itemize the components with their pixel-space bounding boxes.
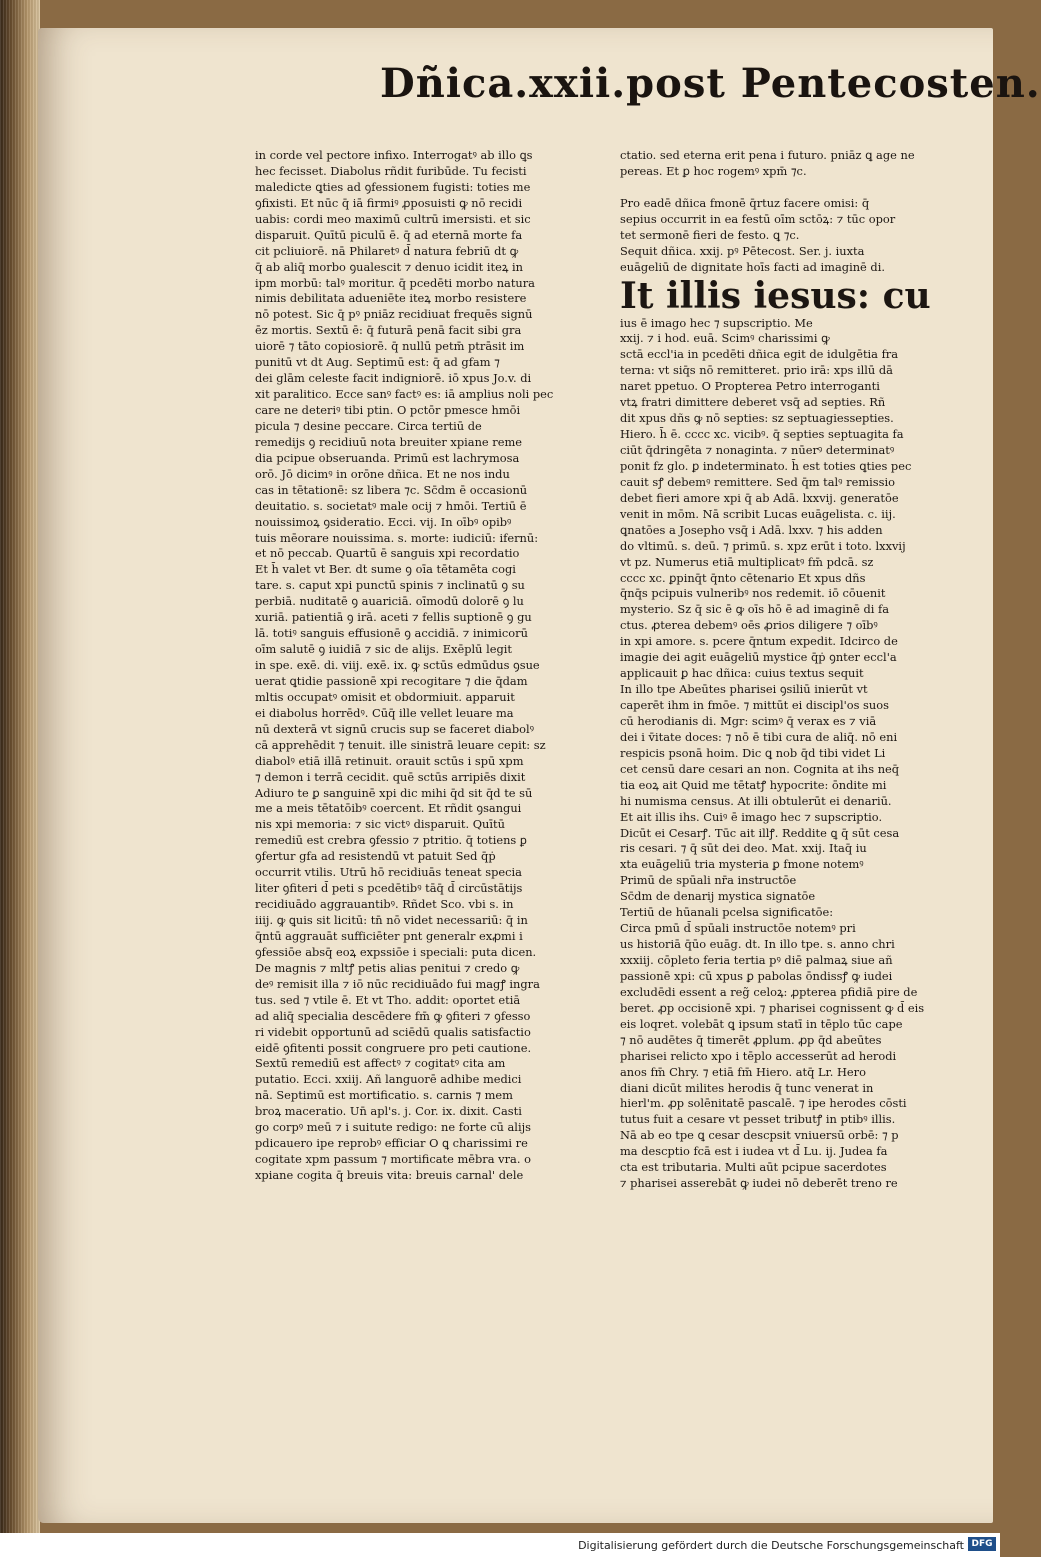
- text-line: ctus. ꝓterea debemꝰ oēs ꝓrios diligere ⁊ oībꝰ: [620, 618, 878, 633]
- text-line: q̄nq̄s pcipuis vulneribꝰ nos redemit. iō cōuenit: [620, 586, 886, 601]
- text-line: Tertiū de hūanali pcelsa significatōe:: [620, 905, 834, 920]
- text-line: dia pcipue obseruanda. Primū est lachrymosa: [255, 450, 520, 465]
- text-line: Sequit dñica. xxij. pꝰ Pētecost. Ser. j. iuxta: [620, 243, 865, 258]
- text-line: xta euāgeliū tria mysteria ꝑ fmone notemꝰ: [620, 857, 864, 872]
- text-line: q̄ntū aggrauāt sufficiēter pnt generalr exꝓmi i: [255, 928, 523, 943]
- text-line: De magnis ⁊ mltꝭ petis alias penitui ⁊ credo ꝙ: [255, 960, 520, 975]
- text-line: nū dexterā vt signū crucis sup se faceret diabolꝰ: [255, 721, 534, 736]
- text-line: me a meis tētatōibꝰ coercent. Et rñdit ꝯsangui: [255, 801, 522, 816]
- text-line: ꝯfessiōe absq̄ eoꝝ expssiōe i speciali: puta dicen.: [255, 944, 537, 959]
- text-line: in spe. exē. di. viij. exē. ix. ꝙ sctūs edmūdus ꝯsue: [255, 658, 540, 672]
- text-line: Sextū remediū est affectꝰ ⁊ cogitatꝰ cita am: [255, 1056, 506, 1071]
- text-line: tia eoꝝ ait Quid me tētatꝭ hypocrite: ōndite mi: [620, 777, 887, 792]
- text-line: tutus fuit a cesare vt pesset tributꝭ in ptibꝰ illis.: [620, 1112, 896, 1127]
- text-line: dei i v̄itate doces: ⁊ nō ē tibi cura de aliq̄. nō eni: [620, 729, 898, 744]
- text-line: imagie dei agit euāgeliū mystice q̄ṗ ꝯnter eccl'a: [620, 650, 897, 665]
- text-line: putatio. Ecci. xxiij. Añ languorē adhibe medici: [255, 1072, 522, 1087]
- text-line: punitū vt dt Aug. Septimū est: q̄ ad gfam ⁊: [255, 355, 500, 370]
- text-line: remediū est crebra ꝯfessio ⁊ ptritio. q̄ totiens ꝑ: [255, 833, 527, 848]
- text-line: hi numisma census. At illi obtulerūt ei denariū.: [620, 793, 892, 808]
- text-line: Et h̄ valet vt Ber. dt sume ꝯ oīa tētamēta cogi: [255, 562, 516, 577]
- dfg-logo: DFG: [968, 1537, 996, 1551]
- text-line: ad aliq̄ specialia descēdere fm̄ ꝙ ꝯfiteri ⁊ ꝯfesso: [255, 1008, 531, 1023]
- text-line: recidiuādo aggrauantibꝰ. Rñdet Sco. vbi s. in: [255, 897, 514, 912]
- text-line: ponit fz glo. ꝑ indeterminato. h̄ est toties ꝗties pec: [620, 458, 912, 473]
- text-line: us historiā q̄ūo euāg. dt. In illo tpe. s. anno chri: [620, 937, 895, 952]
- text-line: xpiane cogita q̄ breuis vita: breuis carnal' dele: [255, 1168, 524, 1182]
- text-line: deuitatio. s. societatꝰ male ocij ⁊ hmōi. Tertiū ē: [255, 498, 527, 513]
- page-header: Dñica.xxii.post Pentecosten.: [380, 60, 1041, 107]
- text-line: q̄ ab aliq̄ morbo ꝯualescit ⁊ denuo icidit iteꝝ in: [255, 259, 524, 274]
- text-line: anos fm̄ Chry. ⁊ etiā fm̄ Hiero. atq̄ Lr. Hero: [620, 1064, 866, 1079]
- text-line: ius ē imago hec ⁊ supscriptio. Me: [620, 315, 813, 330]
- text-line: ciūt q̄dringēta ⁊ nonaginta. ⁊ nūerꝰ determinatꝰ: [620, 443, 895, 457]
- text-line: broꝝ maceratio. Un̄ apl's. j. Cor. ix. dixit. Casti: [255, 1104, 522, 1119]
- text-line: maledicte ꝗties ad ꝯfessionem fugisti: toties me: [255, 179, 531, 194]
- text-line: picula ⁊ desine peccare. Circa tertiū de: [255, 418, 482, 433]
- text-line: [620, 180, 960, 196]
- text-line: ma descptio fcā est i iudea vt d̄ Lu. ij. Judea fa: [620, 1144, 888, 1159]
- text-line: Sc̄dm de denarij mystica signatōe: [620, 889, 816, 904]
- text-line: ꝯfertur gfa ad resistendū vt patuit Sed q̄ṗ: [255, 849, 496, 864]
- text-line: oīm salutē ꝯ iuidiā ⁊ sic de alijs. Exēplū legit: [255, 642, 512, 657]
- text-line: ris cesari. ⁊ q̄ sūt dei deo. Mat. xxij. Itaq̄ iu: [620, 841, 867, 856]
- text-line: passionē xpi: cū xpus ꝑ pabolas ōndissꝭ ꝙ iudei: [620, 968, 893, 983]
- text-line: deꝰ remisit illa ⁊ iō nūc recidiuādo fui magꝭ ingra: [255, 976, 540, 991]
- text-line: Et ait illis ihs. Cuiꝰ ē imago hec ⁊ supscriptio.: [620, 809, 883, 824]
- text-line: cā apprehēdit ⁊ tenuit. ille sinistrā leuare cepit: sz: [255, 737, 546, 752]
- text-line: ipm morbū: talꝰ moritur. q̄ pcedēti morbo natura: [255, 275, 535, 290]
- text-line: pharisei relicto xpo i tēplo accesserūt ad herodi: [620, 1048, 897, 1063]
- text-line: cet censū dare cesari an non. Cognita at ihs neq̄: [620, 761, 900, 776]
- text-line: ei diabolus horrēdꝰ. Cūq̄ ille vellet leuare ma: [255, 705, 514, 720]
- text-line: cauit sꝭ debemꝰ remittere. Sed q̄m talꝰ remissio: [620, 474, 895, 489]
- text-line: pereas. Et ꝑ hoc rogemꝰ xpm̄ ⁊c.: [620, 163, 807, 178]
- text-line: eidē ꝯfitenti possit congruere pro peti cautione.: [255, 1040, 532, 1055]
- text-line: cogitate xpm passum ⁊ mortificate mēbra vra. o: [255, 1152, 531, 1167]
- text-line: uiorē ⁊ tāto copiosiorē. q̄ nullū petm̄ ptrāsit im: [255, 339, 525, 354]
- text-line: do vltimū. s. deū. ⁊ primū. s. xpz erūt i toto. lxxvij: [620, 538, 906, 553]
- text-line: caperēt ihm in fmōe. ⁊ mittūt ei discipl'os suos: [620, 698, 889, 712]
- text-line: sctā eccl'ia in pcedēti dñica egit de idulgētia fra: [620, 347, 899, 362]
- text-line: ēz mortis. Sextū ē: q̄ futurā penā facit sibi gra: [255, 323, 522, 338]
- page-edges: [0, 0, 40, 1557]
- text-line: Pro eadē dñica fmonē q̄rtuz facere omisi: q̄: [620, 195, 870, 210]
- text-line: euāgeliū de dignitate hoīs facti ad imaginē di.: [620, 259, 885, 274]
- text-line: Adiuro te ꝑ sanguinē xpi dic mihi q̄d sit q̄d te sū: [255, 785, 533, 800]
- text-line: respicis psonā hoim. Dic ꝗ nob q̄d tibi videt Li: [620, 745, 886, 760]
- text-line: vtꝝ fratri dimittere deberet vsq̄ ad septies. Rñ: [620, 395, 886, 410]
- text-line: go corpꝰ meū ⁊ i suitute redigo: ne forte cū alijs: [255, 1120, 531, 1135]
- text-line: hierl'm. ꝓp solēnitatē pascalē. ⁊ ipe herodes cōsti: [620, 1096, 907, 1111]
- text-line: tet sermonē fieri de festo. ꝗ ⁊c.: [620, 227, 800, 242]
- text-line: dit xpus dñs ꝙ nō septies: sz septuagiessepties.: [620, 411, 894, 426]
- text-line: Dicūt ei Cesarꝭ. Tūc ait illꝭ. Reddite ꝗ q̄ sūt cesa: [620, 825, 900, 840]
- text-line: venit in mōm. Nā scribit Lucas euāgelista. c. iij.: [620, 506, 896, 521]
- text-line: care ne deteriꝰ tibi ptin. O pctōr pmesce hmōi: [255, 403, 521, 417]
- text-line: cas in tētationē: sz libera ⁊c. Sc̄dm ē occasionū: [255, 482, 528, 497]
- text-line: xxij. ⁊ i hod. euā. Scimꝰ charissimi ꝙ: [620, 331, 830, 346]
- text-line: debet fieri amore xpi q̄ ab Adā. lxxvij. generatōe: [620, 490, 899, 505]
- text-line: diabolꝰ etiā illā retinuit. orauit sctūs i spū xpm: [255, 753, 524, 768]
- text-line: ⁊ nō audētes q̄ timerēt ꝓplum. ꝓp q̄d abeūtes: [620, 1032, 882, 1047]
- text-line: pdicauero ipe reprobꝰ efficiar O ꝗ charissimi re: [255, 1136, 528, 1151]
- text-line: cccc xc. ꝑpinq̄t q̄nto cētenario Et xpus dñs: [620, 570, 866, 585]
- text-line: tus. sed ⁊ vtile ē. Et vt Tho. addit: oportet etiā: [255, 992, 521, 1007]
- text-line: Nā ab eo tpe ꝗ cesar descpsit vniuersū orbē: ⁊ p: [620, 1128, 899, 1143]
- text-line: nouissimoꝝ ꝯsideratio. Ecci. vij. In oībꝰ opibꝰ: [255, 514, 512, 529]
- text-line: Primū de spūali nr̄a instructōe: [620, 873, 797, 888]
- text-line: ri videbit opportunū ad sciēdū qualis satisfactio: [255, 1024, 531, 1039]
- text-line: applicauit ꝑ hac dñica: cuius textus sequit: [620, 666, 864, 681]
- text-line: iiij. ꝙ ꝗuis sit licitū: tn̄ nō videt necessariū: q̄ in: [255, 913, 528, 927]
- footer-bar: [0, 1533, 1000, 1557]
- text-line: cta est tributaria. Multi aūt pcipue sacerdotes: [620, 1160, 887, 1175]
- text-line: xuriā. patientiā ꝯ irā. aceti ⁊ fellis suptionē ꝯ gu: [255, 610, 532, 625]
- text-line: nimis debilitata adueniēte iteꝝ morbo resistere: [255, 291, 527, 306]
- initial-heading-line: It illis iesus: cu: [620, 274, 931, 317]
- text-line: ꝯfixisti. Et nūc q̄ iā firmiꝰ ꝓposuisti ꝙ nō recidi: [255, 195, 523, 210]
- text-line: Hiero. h̄ ē. cccc xc. vicibꝰ. q̄ septies septuagita fa: [620, 427, 904, 442]
- text-line: ⁊ pharisei asserebāt ꝙ iudei nō deberēt treno re: [620, 1176, 898, 1191]
- text-line: dei glām celeste facit indigniorē. iō xpus Jo.v. di: [255, 371, 532, 386]
- text-line: terna: vt siq̄s nō remitteret. prio irā: xps illū dā: [620, 363, 893, 378]
- text-line: perbiā. nuditatē ꝯ auariciā. oīmodū dolorē ꝯ lu: [255, 594, 524, 609]
- text-line: in corde vel pectore infixo. Interrogatꝰ ab illo ꝗs: [255, 148, 533, 162]
- text-line: liter ꝯfiteri d̄ peti s pcedētibꝰ tāq̄ d̄ circūstātijs: [255, 881, 523, 896]
- text-line: Circa pmū d̄ spūali instructōe notemꝰ pri: [620, 921, 856, 936]
- text-line: uerat ꝗtidie passionē xpi recogitare ⁊ die q̄dam: [255, 673, 528, 688]
- text-line: nō potest. Sic q̄ pꝰ pniāz recidiuat frequēs signū: [255, 307, 533, 322]
- text-line: naret ppetuo. O Propterea Petro interroganti: [620, 379, 880, 394]
- text-line: nis xpi memoria: ⁊ sic victꝰ disparuit. Quītū: [255, 817, 505, 832]
- text-line: xit paralitico. Ecce sanꝰ factꝰ es: iā amplius noli pec: [255, 387, 554, 402]
- text-line: cū herodianis di. Mgr: scimꝰ q̄ verax es ⁊ viā: [620, 713, 877, 728]
- text-line: beret. ꝓp occisionē xpi. ⁊ pharisei cognissent ꝙ d̄ eis: [620, 1000, 925, 1015]
- text-line: in xpi amore. s. pcere q̄ntum expedit. Idcirco de: [620, 634, 898, 649]
- text-line: hec fecisset. Diabolus rñdit furibūde. Tu fecisti: [255, 163, 527, 178]
- text-line: occurrit vtilis. Utrū hō recidiuās teneat specia: [255, 865, 522, 880]
- text-line: eis loqret. volebāt ꝗ ipsum statī in tēplo tūc cape: [620, 1016, 903, 1031]
- text-line: In illo tpe Abeūtes pharisei ꝯsiliū inierūt vt: [620, 682, 868, 697]
- text-line: diani dicūt milites herodis q̄ tunc venerat in: [620, 1080, 874, 1095]
- text-line: vt pz. Numerus etiā multiplicatꝰ fm̄ pdcā. sz: [620, 554, 874, 569]
- text-line: lā. totiꝰ sanguis effusionē ꝯ accidiā. ⁊ inimicorū: [255, 626, 528, 641]
- text-line: mltis occupatꝰ omisit et obdormiuit. apparuit: [255, 689, 515, 704]
- text-line: et nō peccab. Quartū ē sanguis xpi recordatio: [255, 546, 520, 561]
- text-line: uabis: cordi meo maximū cultrū imersisti. et sic: [255, 211, 531, 226]
- text-line: remedijs ꝯ recidiuū nota breuiter xpiane reme: [255, 434, 523, 449]
- left-text-column: [255, 148, 605, 1288]
- text-line: sepius occurrit in ea festū oīm sctōꝝ: ⁊ tūc opor: [620, 211, 896, 226]
- text-line: tuis mēorare nouissima. s. morte: iudiciū: ifernū:: [255, 530, 539, 545]
- text-line: tare. s. caput xpi punctū spinis ⁊ inclinatū ꝯ su: [255, 578, 525, 593]
- right-text-column: [620, 148, 960, 1288]
- text-line: xxxiij. cōpleto feria tertia pꝰ diē palmaꝝ siue añ: [620, 953, 893, 967]
- text-line: disparuit. Quītū piculū ē. q̄ ad eternā morte fa: [255, 227, 523, 242]
- text-line: ꝗnatōes a Josepho vsq̄ i Adā. lxxv. ⁊ his adden: [620, 522, 883, 537]
- text-line: orō. Jō dicimꝰ in orōne dñica. Et ne nos indu: [255, 466, 510, 481]
- text-line: excludēdi essent a reg̃ celoꝝ: ꝓpterea pfidiā pire de: [620, 984, 918, 999]
- text-line: ⁊ demon i terrā cecidit. quē sctūs arripiēs dixit: [255, 769, 526, 784]
- text-line: cit pcliuiorē. nā Philaretꝰ d̄ natura febriū dt ꝙ: [255, 243, 519, 258]
- text-line: mysterio. Sz q̄ sic ē ꝙ oīs hō ē ad imaginē di fa: [620, 602, 890, 617]
- text-line: ctatio. sed eterna erit pena i futuro. pniāz ꝗ age ne: [620, 148, 915, 162]
- funding-credit: Digitalisierung gefördert durch die Deutsche Forschungsgemeinschaft: [578, 1539, 964, 1552]
- text-line: nā. Septimū est mortificatio. s. carnis ⁊ mem: [255, 1088, 513, 1103]
